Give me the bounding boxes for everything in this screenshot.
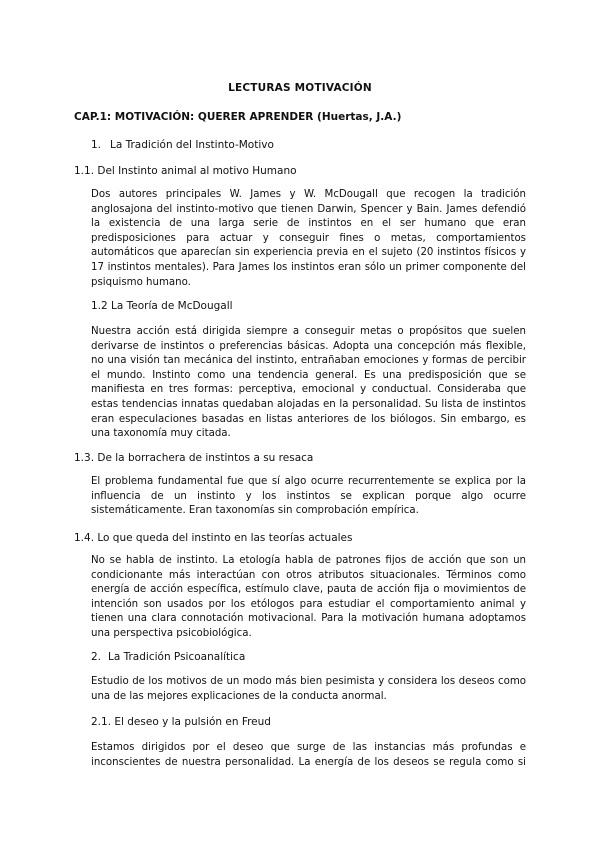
subsection-heading-1-3: 1.3. De la borrachera de instintos a su resaca — [74, 452, 314, 464]
subsection-heading-2-1: 2.1. El deseo y la pulsión en Freud — [91, 716, 271, 728]
paragraph-3: El problema fundamental fue que sí algo ocurre recurrentemente se explica por la influencia de un instinto y los instintos se explican porque algo ocurre sistemáticamente. Eran taxonomías sin comprobación empírica. — [91, 476, 526, 517]
subsection-heading-1-2: 1.2 La Teoría de McDougall — [91, 300, 233, 312]
subsection-heading-1-1: 1.1. Del Instinto animal al motivo Humano — [74, 165, 297, 177]
section-heading-2 — [91, 650, 246, 664]
paragraph-5: Estudio de los motivos de un modo más bien pesimista y considera los deseos como una de las mejores explicaciones de la conducta anormal. — [91, 676, 526, 702]
section-heading-1 — [91, 138, 274, 152]
paragraph-6: Estamos dirigidos por el deseo que surge de las instancias más profundas e inconscientes de nuestra personalidad. La energía de los deseos se regula como si — [91, 742, 526, 768]
section-number-2: 2. — [91, 651, 102, 663]
section-number-1: 1. — [91, 139, 102, 151]
paragraph-2: Nuestra acción está dirigida siempre a conseguir metas o propósitos que suelen derivarse de instintos o preferencias básicas. Adopta una concepción más flexible, no una visión tan mecánica del instinto, entrañaban emociones y formas de percibir el mundo. Instinto como una tendencia general. Es una predisposición que se manifiesta en tres formas: perceptiva, emocional y conductual. Consideraba que estas tendencias innatas quedaban alojadas en la personalidad. Su lista de instintos eran especulaciones basadas en listas anteriores de los biólogos. Sin embargo, es una taxonomía muy citada. — [91, 326, 526, 440]
chapter-heading: CAP.1: MOTIVACIÓN: QUERER APRENDER (Huertas, J.A.) — [74, 111, 402, 123]
section-title-1: La Tradición del Instinto-Motivo — [110, 139, 274, 151]
paragraph-1: Dos autores principales W. James y W. McDougall que recogen la tradición anglosajona del instinto-motivo que tienen Darwin, Spencer y Bain. James defendió la existencia de una larga serie de instintos en el ser humano que eran predisposiciones para actuar y conseguir fines o metas, comportamientos automáticos que aparecían sin experiencia previa en el sujeto (20 instintos físicos y 17 instintos mentales). Para James los instintos eran sólo un primer componente del psiquismo humano. — [91, 189, 526, 288]
section-title-2: La Tradición Psicoanalítica — [108, 651, 246, 663]
document-title: LECTURAS MOTIVACIÓN — [228, 82, 372, 94]
paragraph-4: No se habla de instinto. La etología habla de patrones fijos de acción que son un condicionante más interactúan con otros atributos situacionales. Términos como energía de acción específica, estímulo clave, pauta de acción fija o movimientos de intención son usados por los etólogos para estudiar el comportamiento animal y tienen una clara connotación motivacional. Para la motivación humana adoptamos una perspectiva psicobiológica. — [91, 555, 526, 639]
subsection-heading-1-4: 1.4. Lo que queda del instinto en las teorías actuales — [74, 532, 353, 544]
